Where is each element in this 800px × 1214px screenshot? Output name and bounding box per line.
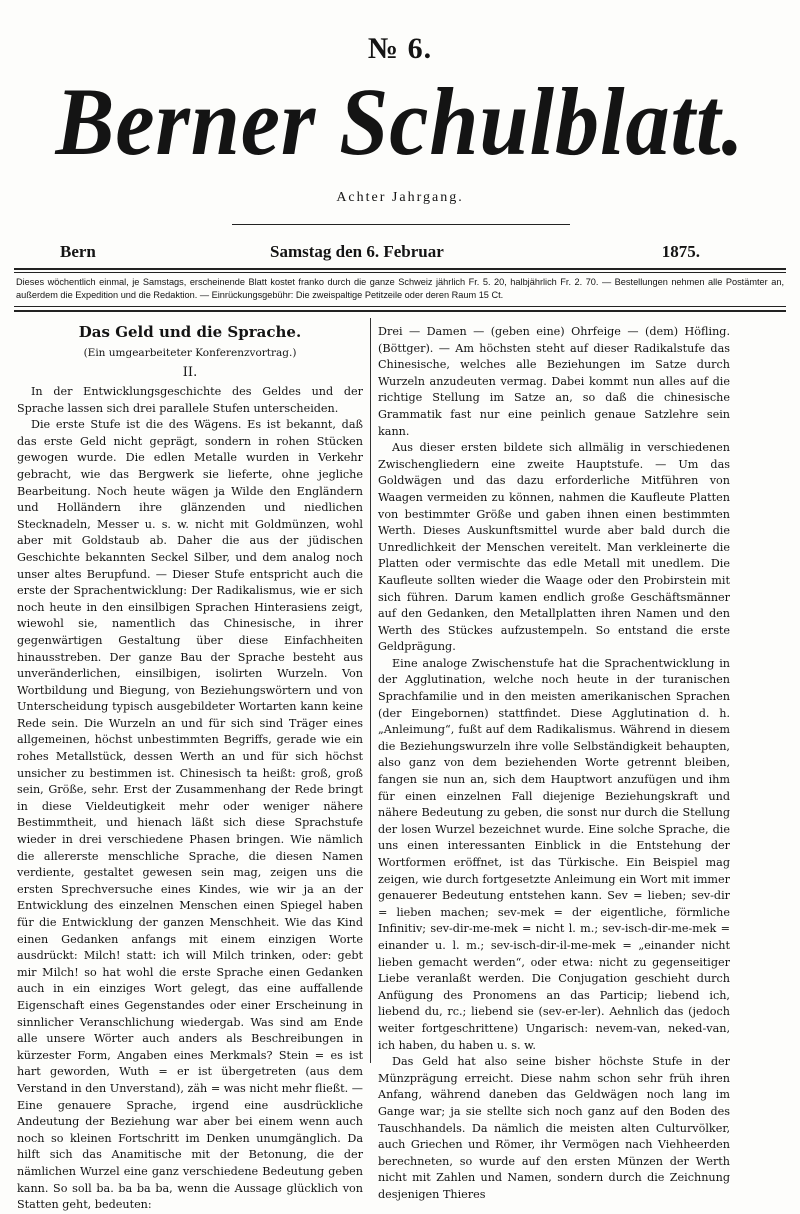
dateline xyxy=(60,242,700,264)
paragraph: Drei — Damen — (geben eine) Ohrfeige — (dem) Höfling. (Böttger). — Am höchsten steht auf dieser Radikalstufe das Chinesische, welches alle Beziehungen im Satze durch Wurzeln anzudeuten vermag. Dabei kommt nun alles auf die richtige Stellung im Satze an, so daß die chinesische Grammatik fast nur eine peinlich genaue Satzlehre sein kann. xyxy=(378,325,730,438)
divider xyxy=(14,268,786,270)
paragraph: Die erste Stufe ist die des Wägens. Es ist bekannt, daß das erste Geld nicht geprägt, sondern in rohen Stücken gewogen wurde. Die edlen Metalle wurden in Verkehr gebracht, wie das Bergwerk sie lieferte, ohne jegliche Bearbeitung. Noch heute wägen ja Wilde den Engländern und Holländern ihre glänzenden und niedlichen Stecknadeln, Messer u. s. w. nicht mit Goldmünzen, wohl aber mit Goldstaub ab. Daher die aus der jüdischen Geschichte bekannten Seckel Silber, und dem analog noch unser altes Berupfund. — Dieser Stufe entspricht auch die erste der Sprachentwicklung: Der Radikalismus, wie er sich noch heute in den einsilbigen Sprachen Hinterasiens zeigt, wiewohl sie, namentlich das Chinesische, in ihrer gegenwärtigen Gestaltung über diese Einfachheiten hinausstreben. Der ganze Bau der Sprache besteht aus unveränderlichen, einsilbigen, isolirten Wurzeln. Von Wortbildung und Biegung, von Beziehungswörtern und von Unterscheidung typisch ausgebildeter Wortarten kann keine Rede sein. Die Wurzeln an und für sich sind Träger eines allgemeinen, höchst unbestimmten Begriffs, gerade wie ein rohes Metallstück, dessen Werth an und für sich höchst unsicher zu bestimmen ist. Chinesisch ta heißt: groß, groß sein, Größe, sehr. Erst der Zusammenhang der Rede bringt in diese Vieldeutigkeit mehr oder weniger nähere Bestimmtheit, und hienach läßt sich diese Sprachstufe wieder in drei verschiedene Phasen bringen. Wie nämlich die allererste menschliche Sprache, die diesen Namen verdiente, gestaltet gewesen sein mag, zeigen uns die ersten Sprechversuche eines Kindes, wie wir ja an der Entwicklung des einzelnen Menschen einen Spiegel haben für die Entwicklung der ganzen Menschheit. Wie das Kind einen Gedanken anfangs mit einem einzigen Worte ausdrückt: Milch! statt: ich will Milch trinken, oder: gebt mir Milch! so hat wohl die erste Sprache einen Gedanken auch in ein einziges Wort gelegt, das eine auffallende Eigenschaft eines Gegenstandes oder einer Erscheinung in sinnlicher Veranschlichung wiedergab. Was sind am Ende alle unsere Wörter auch anders als Beschreibungen in kürzester Form, Angaben eines Merkmals? Stein = es ist hart geworden, Wuth = er ist übergetreten (aus dem Verstand in den Unverstand), zäh = was nicht mehr fließt. — Eine genauere Sprache, irgend eine ausdrückliche Andeutung der Beziehung war aber bei einem wenn auch noch so kleinen Fortschritt im Denken unumgänglich. Da hilft sich das Anamitische mit der Betonung, die der nämlichen Wurzel eine ganz verschiedene Bedeutung geben kann. So soll ba. ba ba ba, wenn die Aussage glücklich von Statten geht, bedeuten: xyxy=(17,418,363,1212)
article-column-left xyxy=(17,322,363,1214)
paragraph: Eine analoge Zwischenstufe hat die Sprachentwicklung in der Agglutination, welche noch heute in der turanischen Sprachfamilie und in den meisten amerikanischen Sprachen (der Eingebornen) stattfindet. Diese Agglutination d. h. „Anleimung“, fußt auf dem Radikalismus. Während in diesem die Beziehungswurzeln ihre volle Selbständigkeit behaupten, also ganz von dem beziehenden Worte getrennt bleiben, fangen sie nun an, sich dem Hauptwort anzufügen und ihm für einen einzelnen Fall diejenige Beziehungskraft und nähere Bedeutung zu geben, die sonst nur durch die Stellung der losen Wurzel bezeichnet wurde. Eine solche Sprache, die uns einen interessanten Einblick in die Entstehung der Wortformen eröffnet, ist das Türkische. Ein Beispiel mag zeigen, wie durch fortgesetzte Anleimung ein Wort mit immer genauerer Bedeutung entstehen kann. Sev = lieben; sev-dir = lieben machen; sev-mek = der eigentliche, förmliche Infinitiv; sev-dir-me-mek = nicht l. m.; sev-isch-dir-me-mek = einander u. l. m.; sev-isch-dir-il-me-mek = „einander nicht lieben gemacht werden“, oder etwa: nicht zu gegenseitiger Liebe veranlaßt werden. Die Conjugation geschieht durch Anfügung des Pronomens an das Particip; liebend ich, liebend du, rc.; liebend sie (sev-er-ler). Aehnlich das (jedoch weiter fortgeschrittene) Ungarisch: nevem-van, neked-van, ich haben, du haben u. s. w. xyxy=(378,656,730,1052)
paragraph: In der Entwicklungsgeschichte des Geldes und der Sprache lassen sich drei parallele Stufen unterscheiden. xyxy=(17,385,363,415)
paragraph: Aus dieser ersten bildete sich allmälig in verschiedenen Zwischengliedern eine zweite Hauptstufe. — Um das Goldwägen und das dazu erforderliche Mitführen von Waagen vermeiden zu können, nahmen die Kaufleute Platten von bestimmter Größe und gaben ihnen einen bestimmten Werth. Dieses Auskunftsmittel wurde aber bald durch die Unredlichkeit der Menschen vereitelt. Man verkleinerte die Platten oder vermischte das edle Metall mit unedlem. Die Kaufleute sollten wieder die Waage oder den Probirstein mit sich führen. Darum kamen endlich große Geschäftsmänner auf den Gedanken, den Metallplatten ihren Namen und den Werth des Stückes aufzustempeln. So entstand die erste Geldprägung. xyxy=(378,441,730,654)
divider xyxy=(14,310,786,312)
divider xyxy=(14,306,786,307)
issue-number: № 6. xyxy=(367,32,433,65)
divider xyxy=(232,224,570,225)
article-column-right xyxy=(378,324,730,1203)
article-subtitle: (Ein umgearbeiteter Konferenzvortrag.) xyxy=(83,347,297,359)
volume-line: Achter Jahrgang. xyxy=(336,190,464,205)
article-title: Das Geld und die Sprache. xyxy=(78,323,302,341)
masthead-title: Berner Schulblatt. xyxy=(55,68,745,175)
subscription-notice: Dieses wöchentlich einmal, je Samstags, erscheinende Blatt kostet franko durch die ganze Schweiz jährlich Fr. 5. 20, halbjährlich Fr. 2. 70. — Bestellungen nehmen alle Postämter an, außerdem die Expedition und die Redaktion. — Einrückungsgebühr: Die zweispaltige Petitzeile oder deren Raum 15 Ct. xyxy=(16,277,784,300)
divider xyxy=(14,272,786,273)
dateline-date: Samstag den 6. Februar xyxy=(270,242,444,261)
article-section-number: II. xyxy=(182,365,198,380)
dateline-year: 1875. xyxy=(661,242,700,261)
paragraph: Das Geld hat also seine bisher höchste Stufe in der Münzprägung erreicht. Diese nahm schon sehr früh ihren Anfang, während daneben das Geldwägen noch lang im Gange war; ja sie stellte sich noch ganz auf den Boden des Tauschhandels. Da nämlich die meisten alten Culturvölker, auch Griechen und Römer, ihr Vermögen nach Viehheerden berechneten, so wurde auf den ersten Münzen der Werth nicht mit Zahlen und Namen, sondern durch die Zeichnung desjenigen Thieres xyxy=(378,1055,730,1201)
dateline-place: Bern xyxy=(60,242,96,261)
column-divider xyxy=(370,318,371,1063)
